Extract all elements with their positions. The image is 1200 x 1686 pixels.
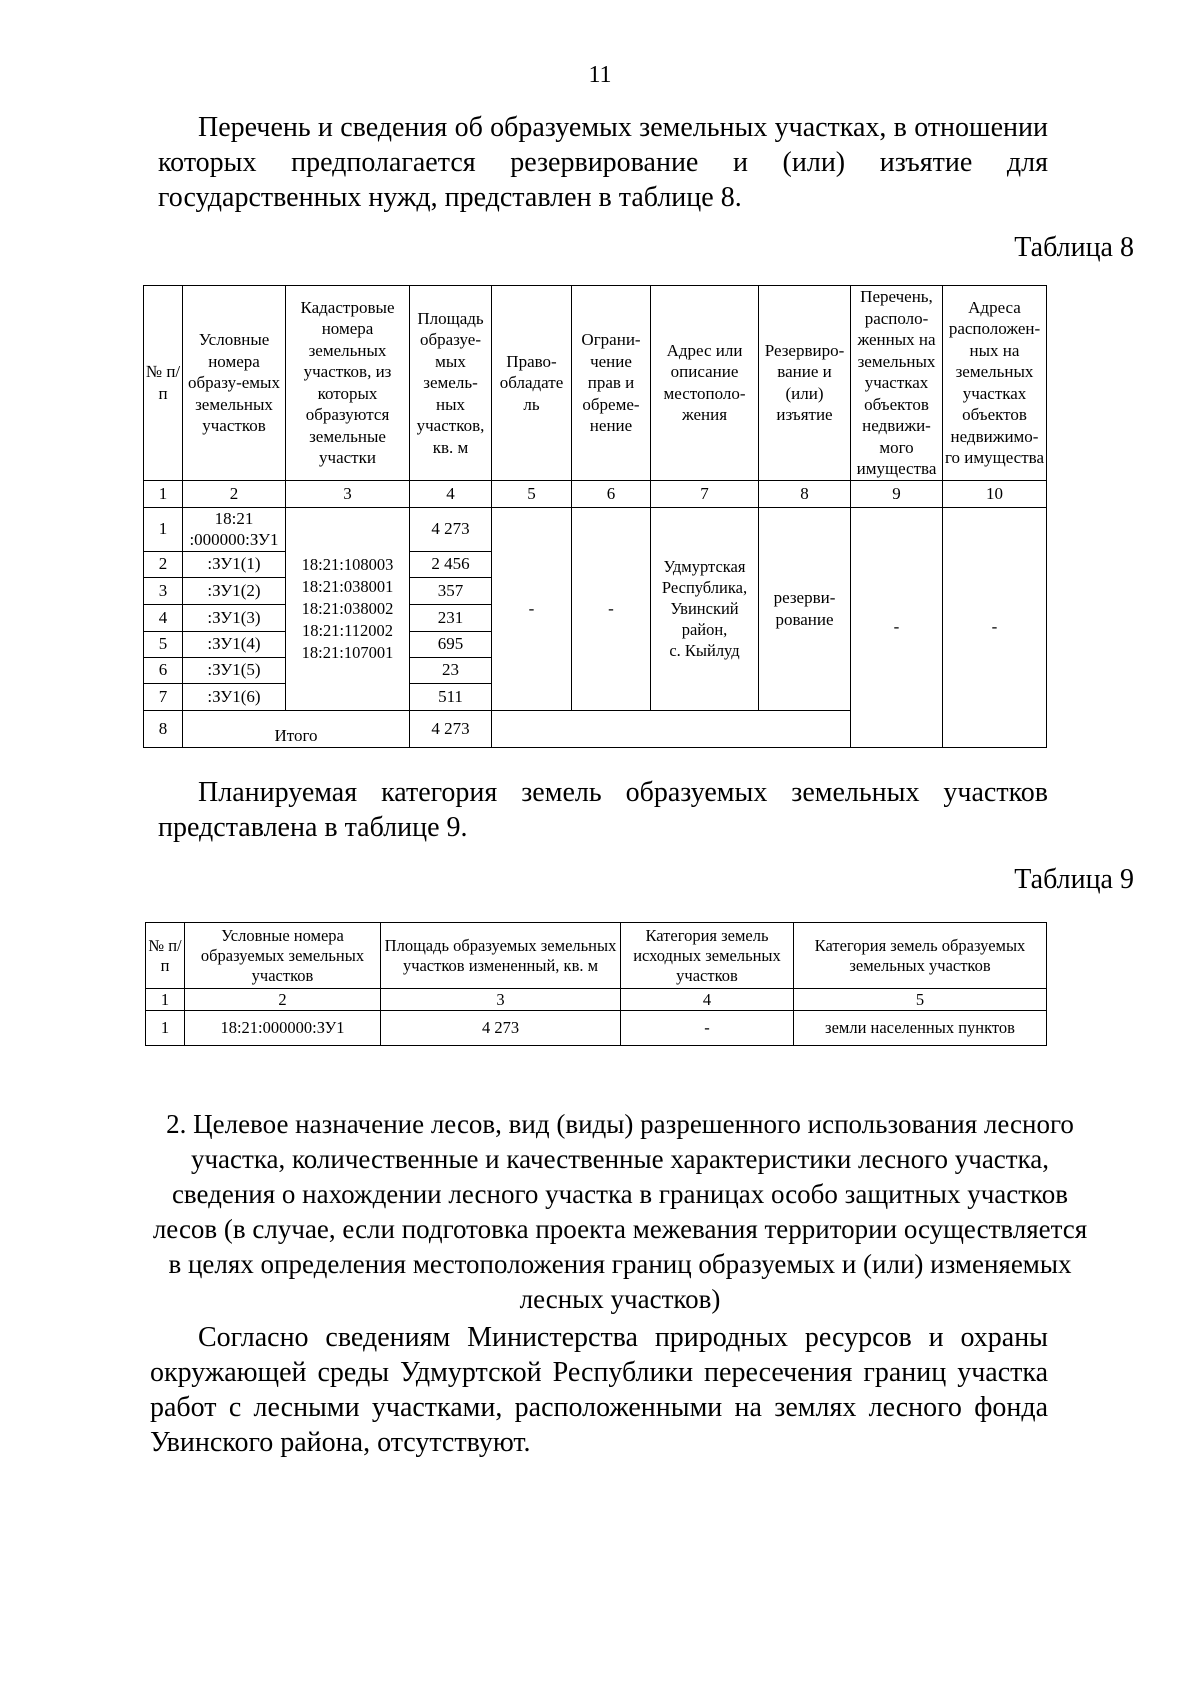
table-row [146,1011,1047,1046]
table9-caption: Таблица 9 [1014,864,1134,895]
cadastral-number: 18:21:038001 [301,576,394,596]
reservation-line: резерви- [773,588,836,607]
row-number: 7 [144,683,183,710]
table-9 [145,922,1047,1046]
parcel-id-line: :000000:ЗУ1 [189,530,279,549]
row-number: 1 [144,507,183,551]
parcel-id-cell: :ЗУ1(5) [183,657,286,683]
table9-colnum: 1 [146,989,185,1011]
area-cell: 357 [410,577,492,604]
word: земельных [791,777,920,808]
address-line: район, [681,620,728,639]
area-cell: 23 [410,657,492,683]
table8-colnum: 1 [144,480,183,507]
word: участков [943,777,1048,808]
total-area: 4 273 [410,710,492,747]
restriction-cell: - [572,507,651,710]
area-cell: 695 [410,631,492,657]
table8-caption: Таблица 8 [1014,232,1134,263]
final-paragraph: Согласно сведениям Министерства природных ресурсов и охраны окружающей среды Удмуртской Республики пересечения границ участка работ с лесными участками, расположенными на землях лесного фонда Увинского района, отсутствуют. [150,1322,1048,1458]
address-line: Удмуртская [663,557,746,576]
address-cell [651,507,759,710]
table8-colnum: 9 [851,480,943,507]
cadastral-numbers-cell [286,507,410,710]
row-number: 1 [146,1011,185,1046]
table8-colnum: 10 [943,480,1047,507]
row-number: 5 [144,631,183,657]
table9-header: № п/п [146,923,185,989]
table8-header: Резервиро-вание и (или) изъятие [759,286,851,481]
area-cell: 4 273 [410,507,492,551]
parcel-id-cell: :ЗУ1(2) [183,577,286,604]
objects-addresses-cell: - [943,507,1047,747]
address-line: с. Кыйлуд [669,641,740,660]
cadastral-number: 18:21:112002 [301,620,394,640]
table8-colnum: 2 [183,480,286,507]
area-cell: 231 [410,604,492,631]
source-category-cell: - [621,1011,794,1046]
table8-colnum-row [144,480,1047,507]
objects-cell: - [851,507,943,747]
address-line: Республика, [661,578,748,597]
word: категория [381,777,498,808]
reservation-cell [759,507,851,710]
table9-colnum: 4 [621,989,794,1011]
table8-header: Право-обладате ль [492,286,572,481]
row-number: 6 [144,657,183,683]
intro-paragraph: Перечень и сведения об образуемых земельных участках, в отношении которых предполагается резервирование и (или) изъятие для государственных нужд, представлен в таблице 8. [158,112,1048,213]
table9-colnum: 3 [381,989,621,1011]
row-number: 4 [144,604,183,631]
table8-header: Адрес или описание местополо-жения [651,286,759,481]
table8-colnum: 5 [492,480,572,507]
row-number: 3 [144,577,183,604]
parcel-id-cell: :ЗУ1(1) [183,551,286,577]
area-cell: 2 456 [410,551,492,577]
parcel-id-line: 18:21 [214,508,254,528]
category-cell: земли населенных пунктов [794,1011,1047,1046]
row-number: 8 [144,710,183,747]
table9-colnum: 5 [794,989,1047,1011]
table9-header: Условные номера образуемых земельных участков [185,923,381,989]
total-label: Итого [183,710,410,747]
cadastral-number: 18:21:108003 [301,554,394,574]
word: образуемых [625,777,768,808]
address-line: Увинский [670,599,739,618]
total-empty-cell [492,710,851,747]
reservation-line: рование [775,609,834,629]
mid-paragraph-line1 [158,775,1048,810]
section-heading: 2. Целевое назначение лесов, вид (виды) разрешенного использования лесного участка, количественные и качественные характеристики лесного участка, сведения о нахождении лесного участка в границах особо защитных участков лесов (в случае, если подготовка проекта межевания территории осуществляется в целях определения местоположения границ образуемых и (или) изменяемых лесных участков) [152,1109,1088,1314]
word: Планируемая [198,777,358,808]
table9-header: Площадь образуемых земельных участков измененный, кв. м [381,923,621,989]
table9-header: Категория земель исходных земельных участков [621,923,794,989]
table8-header: Площадь образуе-мых земель-ных участков, кв. м [410,286,492,481]
table8-header: Кадастровые номера земельных участков, из которых образуются земельные участки [286,286,410,481]
table8-colnum: 4 [410,480,492,507]
parcel-id-cell [183,507,286,551]
parcel-id-cell: :ЗУ1(6) [183,683,286,710]
table8-colnum: 7 [651,480,759,507]
table9-header-row [146,923,1047,989]
cadastral-number: 18:21:107001 [301,642,394,662]
table9-colnum-row [146,989,1047,1011]
cadastral-number: 18:21:038002 [301,598,394,618]
table9-colnum: 2 [185,989,381,1011]
table9-header: Категория земель образуемых земельных участков [794,923,1047,989]
table8-header-row [144,286,1047,481]
table8-header: Адреса расположен-ных на земельных участках объектов недвижимо-го имущества [943,286,1047,481]
table8-header: Ограни-чение прав и обреме-нение [572,286,651,481]
owner-cell: - [492,507,572,710]
table-8 [143,285,1047,748]
table8-colnum: 8 [759,480,851,507]
table8-header: № п/п [144,286,183,481]
parcel-id-cell: 18:21:000000:ЗУ1 [185,1011,381,1046]
table8-header: Условные номера образу-емых земельных участков [183,286,286,481]
mid-paragraph [158,775,1048,845]
table8-header: Перечень, располо-женных на земельных участках объектов недвижи-мого имущества [851,286,943,481]
parcel-id-cell: :ЗУ1(3) [183,604,286,631]
word: земель [521,777,602,808]
table-row [144,507,1047,551]
area-cell: 4 273 [381,1011,621,1046]
table8-colnum: 3 [286,480,410,507]
area-cell: 511 [410,683,492,710]
row-number: 2 [144,551,183,577]
mid-paragraph-line2: представлена в таблице 9. [158,812,468,843]
page-number: 11 [588,62,612,88]
table8-colnum: 6 [572,480,651,507]
parcel-id-cell: :ЗУ1(4) [183,631,286,657]
